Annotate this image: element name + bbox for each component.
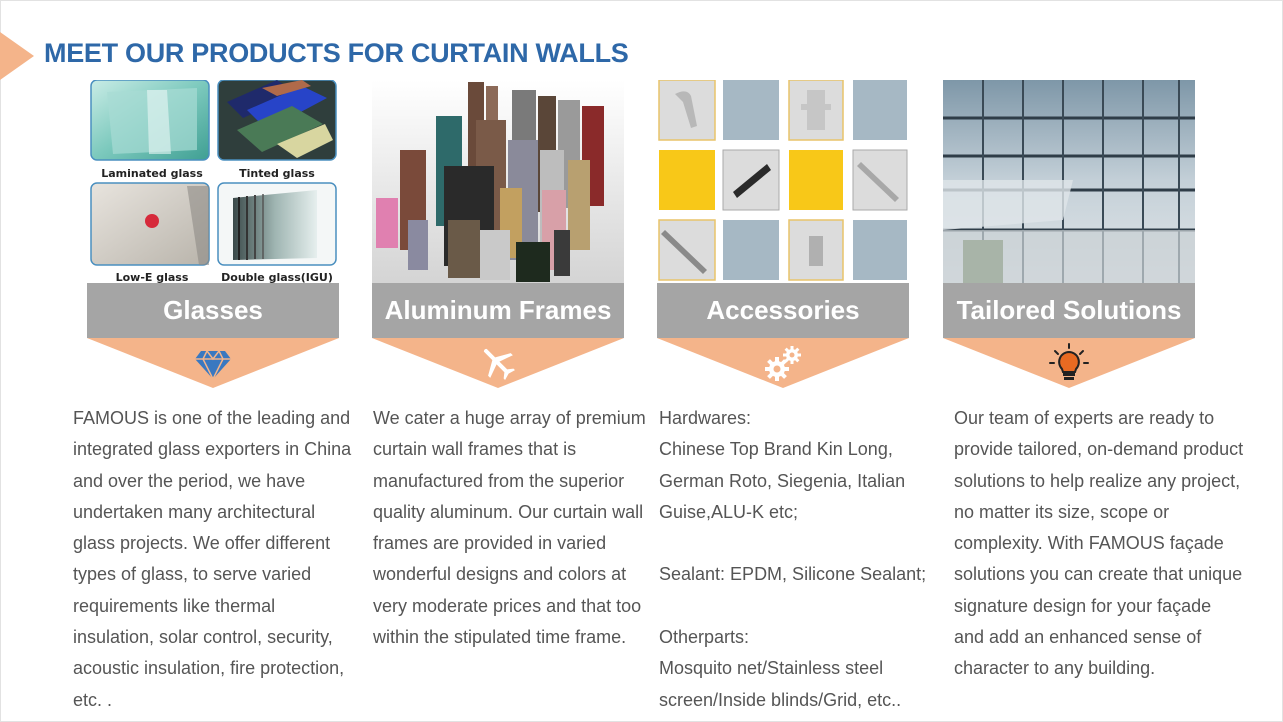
description-text: We cater a huge array of premium curtain wall frames that is manufactured from the superior quality aluminum. Our curtain wall frames are provided in varied wonderful designs and colors at very moderate prices and that too within the stipulated time frame.: [373, 408, 646, 648]
tailored-solutions-image: [943, 80, 1195, 283]
description-text: Our team of experts are ready to provide tailored, on-demand product solutions to help realize any project, no matter its size, scope or complexity. With FAMOUS façade solutions you can create that unique signature design for your façade and add an enhanced sense of character to any building.: [954, 408, 1244, 679]
product-title-glasses[interactable]: Glasses: [87, 283, 339, 338]
glasses-image: [87, 80, 339, 283]
diamond-icon: [193, 343, 233, 383]
product-description-glasses: [73, 403, 359, 716]
accessories-image: [657, 80, 909, 283]
glass-label-laminated: Laminated glass: [101, 167, 203, 180]
aluminum-frames-image: [372, 80, 624, 283]
gears-icon: [763, 343, 803, 383]
product-title-tailored-solutions[interactable]: Tailored Solutions: [943, 283, 1195, 338]
lightbulb-icon: [1049, 343, 1089, 383]
product-description-accessories: [659, 403, 947, 716]
glass-label-igu: Double glass(IGU): [221, 271, 333, 283]
glass-label-lowe: Low-E glass: [115, 271, 189, 283]
glass-label-tinted: Tinted glass: [239, 167, 315, 180]
title-arrow-marker: [0, 32, 34, 80]
product-title-accessories[interactable]: Accessories: [657, 283, 909, 338]
product-description-aluminum-frames: [373, 403, 653, 653]
product-title-aluminum-frames[interactable]: Aluminum Frames: [372, 283, 624, 338]
airplane-icon: [478, 343, 518, 383]
description-text: FAMOUS is one of the leading and integrated glass exporters in China and over the period, we have undertaken many architectural glass projects. We offer different types of glass, to serve varied requirements like thermal insulation, solar control, security, acoustic insulation, fire protection, etc. .: [73, 408, 352, 710]
description-text: Hardwares: Chinese Top Brand Kin Long, German Roto, Siegenia, Italian Guise,ALU-K etc; Sealant: EPDM, Silicone Sealant; Otherparts: Mosquito net/Stainless steel screen/Inside blinds/Grid, etc..: [659, 408, 927, 710]
page-title: MEET OUR PRODUCTS FOR CURTAIN WALLS: [44, 38, 629, 68]
product-description-tailored-solutions: [954, 403, 1244, 685]
